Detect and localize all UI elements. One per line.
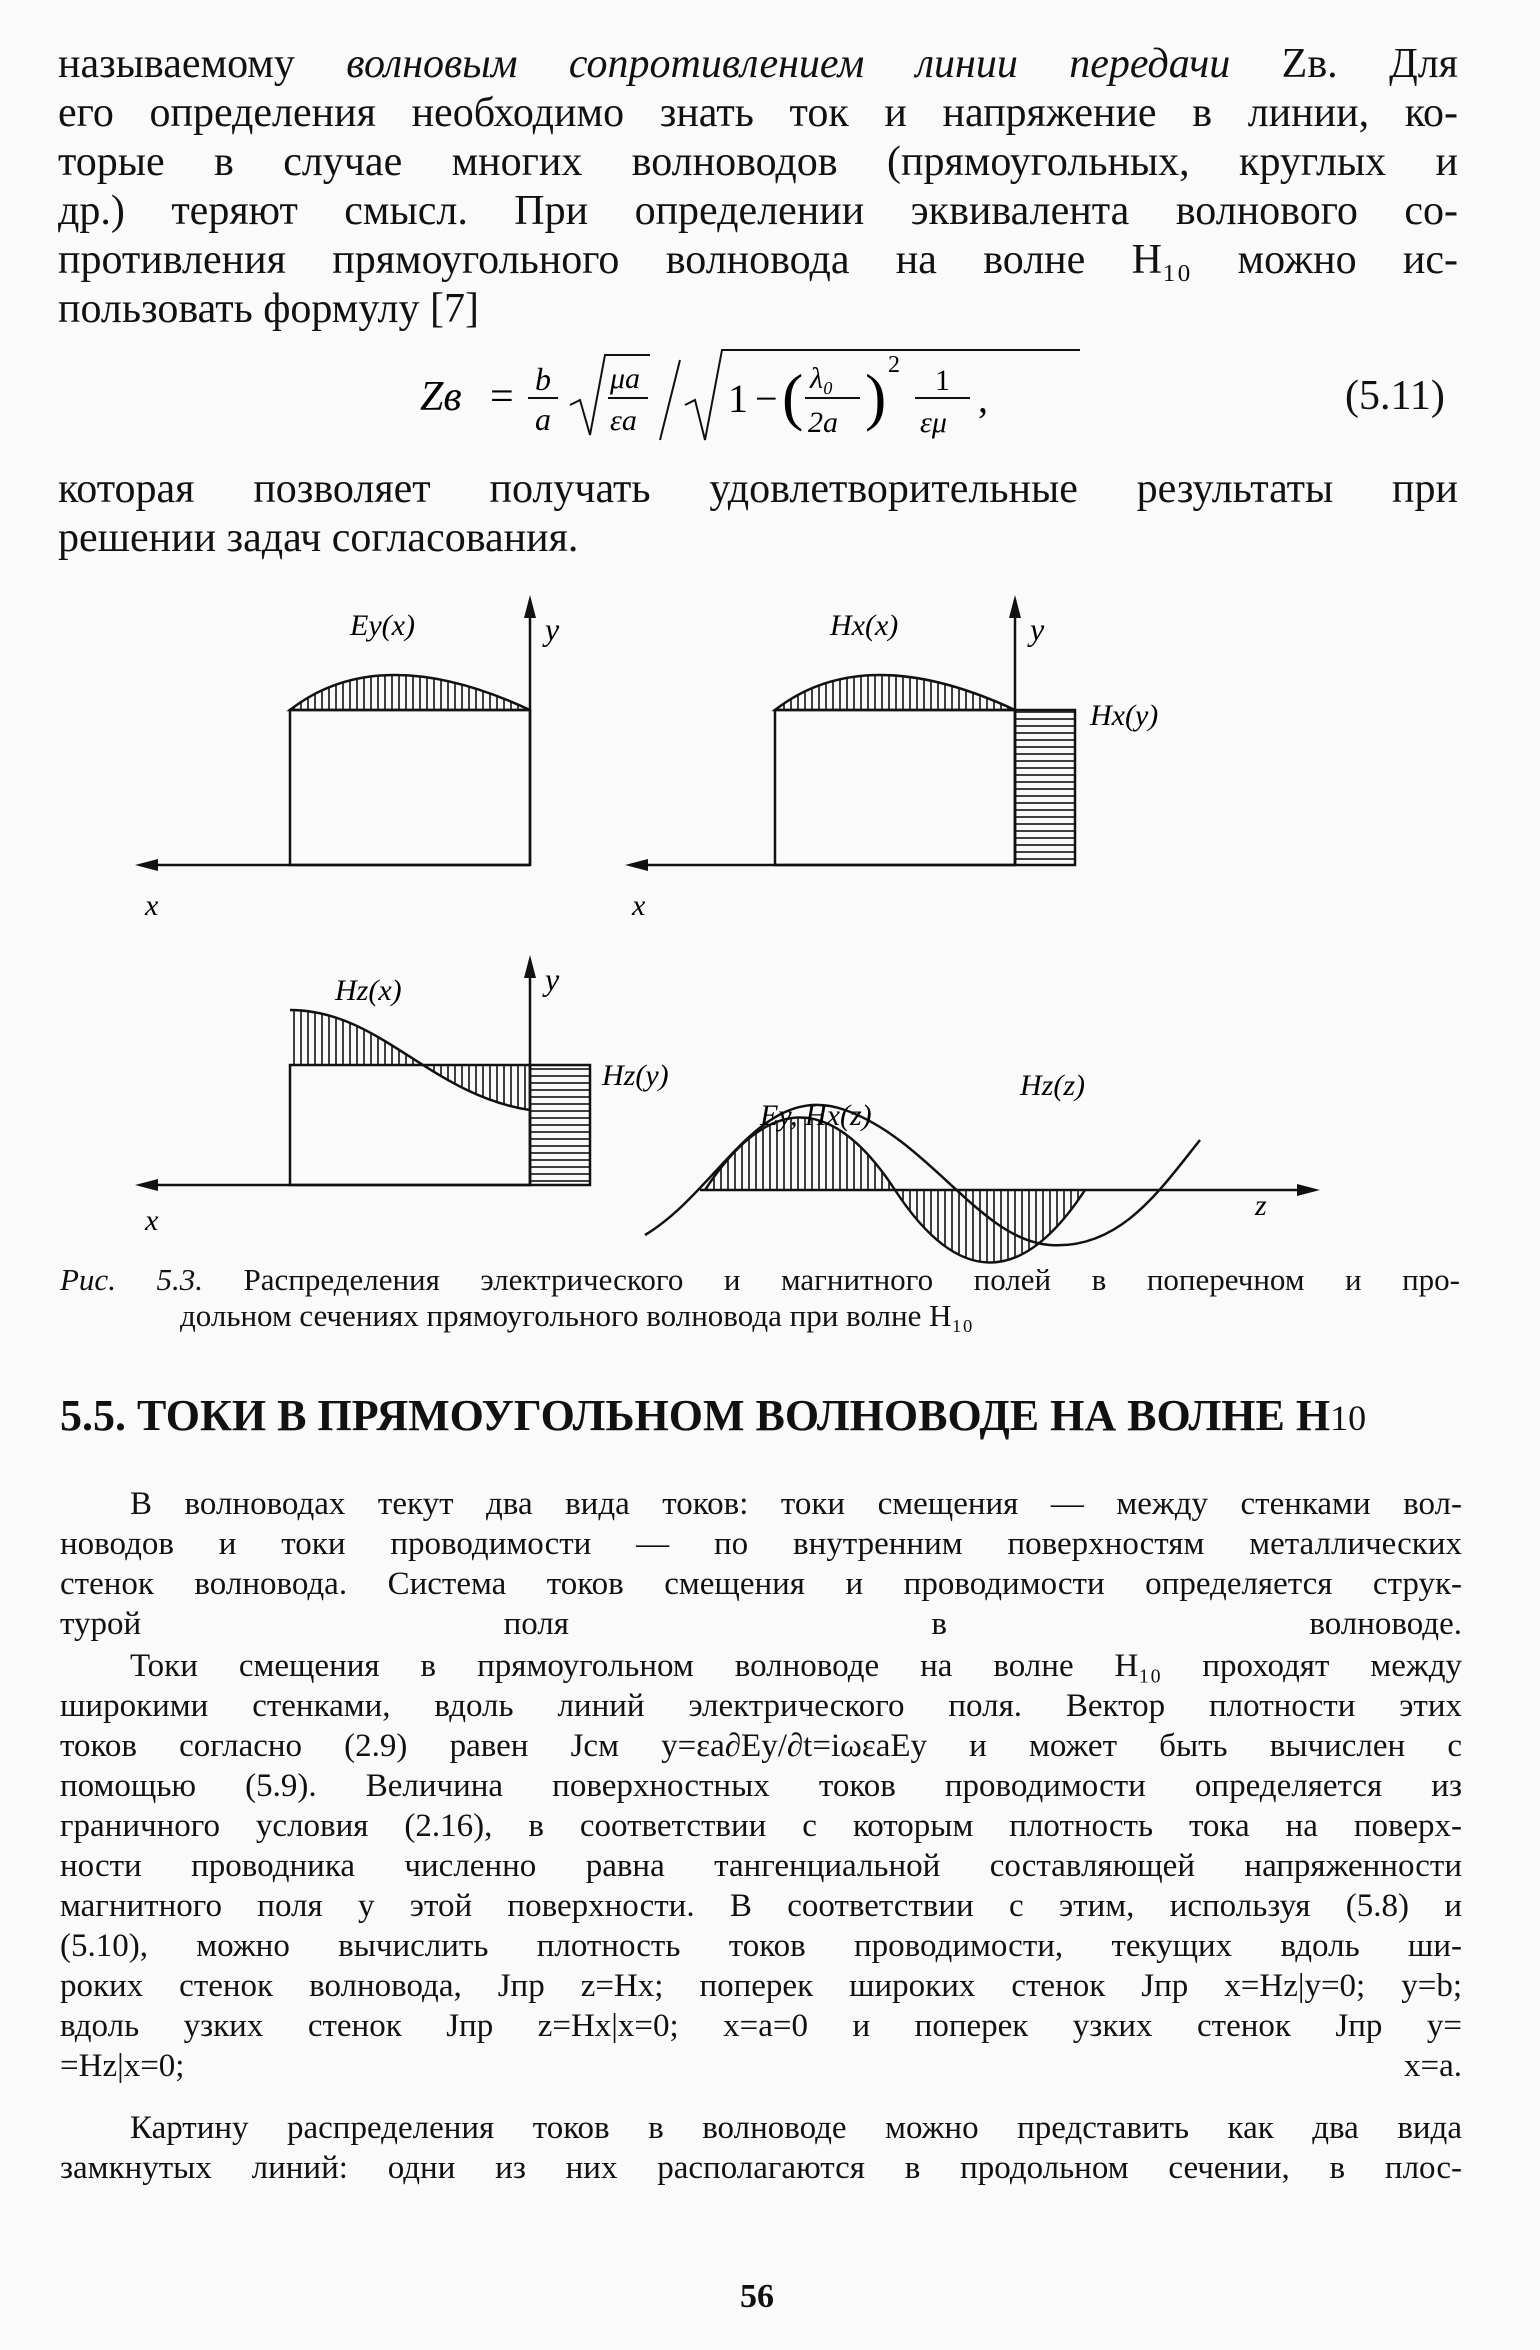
label-hx-x: Hx(x) [830, 609, 899, 642]
label-y-3: y [545, 961, 560, 997]
figure-5-3 [145, 590, 1340, 1250]
p1-line-4: турой поля в волноводе. [60, 1606, 1462, 1642]
p2-line-9: роких стенок волновода, Jпр z=Hx; поперек широких стенок Jпр x=Hz|y=0; y=b; [60, 1968, 1462, 2004]
p2-line-6: ности проводника численно равна тангенциальной составляющей напряженности [60, 1848, 1462, 1884]
p2-line-1: Токи смещения в прямоугольном волноводе на волне H₁₀ проходят между [130, 1648, 1462, 1684]
label-hz-z: Hz(z) [1020, 1069, 1085, 1102]
section-heading: 5.5. ТОКИ В ПРЯМОУГОЛЬНОМ ВОЛНОВОДЕ НА ВОЛНЕ H10 [60, 1391, 1367, 1440]
p2-line-10: вдоль узких стенок Jпр z=Hx|x=0; x=a=0 и поперек узких стенок Jпр y= [60, 2008, 1462, 2044]
after-formula-paragraph [58, 465, 1458, 563]
waveguide-cross-section-1 [290, 710, 530, 865]
formula-5-11 [410, 340, 1100, 450]
intro-paragraph [58, 40, 1458, 334]
formula-lparen: ( [782, 361, 804, 432]
body-paragraph-3 [60, 2108, 1462, 2188]
panel-hx [625, 595, 1158, 922]
p2-line-5: граничного условия (2.16), в соответствии с которым плотность тока на поверх- [60, 1808, 1462, 1844]
intro-line-6: пользовать формулу [7] [58, 286, 479, 332]
formula-minus: − [755, 376, 778, 421]
formula-number: (5.11) [1345, 373, 1445, 419]
p3-line-2: замкнутых линий: одни из них располагаются в продольном сечении, в плос- [60, 2150, 1462, 2186]
label-ey-hx-z: Ey, Hx(z) [760, 1099, 872, 1132]
figure-caption [60, 1262, 1460, 1334]
intro-line-5: противления прямоугольного волновода на волне H₁₀ можно ис- [58, 237, 1458, 283]
p1-line-2: новодов и токи проводимости — по внутренним поверхностям металлических [60, 1526, 1462, 1562]
label-y-1: y [545, 611, 560, 647]
label-ey-x: Ey(x) [350, 609, 415, 642]
label-hz-x: Hz(x) [335, 974, 402, 1007]
intro-line-1: называемому волновым сопротивлением линии передачи Zв. Для [58, 41, 1458, 87]
formula-lhs: Zв [420, 374, 462, 420]
formula-square: 2 [888, 352, 900, 378]
body-paragraph-2 [60, 1646, 1462, 2086]
formula-eps: εa [610, 404, 637, 437]
label-x-2: x [632, 889, 646, 922]
p2-line-8: (5.10), можно вычислить плотность токов проводимости, текущих вдоль ши- [60, 1928, 1462, 1964]
formula-num1: 1 [935, 364, 950, 397]
p2-line-4: помощью (5.9). Величина поверхностных токов проводимости определяется из [60, 1768, 1462, 1804]
p2-line-3: токов согласно (2.9) равен Jсм y=εa∂Ey/∂t=iωεaEy и может быть вычислен с [60, 1728, 1462, 1764]
caption-line-1: Рис. 5.3. Распределения электрического и магнитного полей в поперечном и про- [60, 1262, 1460, 1297]
caption-line-2: дольном сечениях прямоугольного волновода при волне H₁₀ [180, 1298, 974, 1333]
label-x-1: x [145, 889, 159, 922]
hx-y-fill [1015, 710, 1075, 865]
formula-comma: , [978, 376, 988, 421]
hz-x-fill [290, 1010, 530, 1110]
p2-line-2: широкими стенками, вдоль линий электрического поля. Вектор плотности этих [60, 1688, 1462, 1724]
formula-mu: μa [610, 362, 641, 395]
p3-line-1: Картину распределения токов в волноводе можно представить как два вида [130, 2110, 1462, 2146]
p1-line-3: стенок волновода. Система токов смещения и проводимости определяется струк- [60, 1566, 1462, 1602]
intro-line-2: его определения необходимо знать ток и напряжение в линии, ко- [58, 90, 1458, 136]
label-z: z [1255, 1189, 1267, 1222]
formula-one: 1 [728, 376, 748, 421]
formula-2a: 2a [808, 406, 838, 439]
label-hz-y: Hz(y) [602, 1059, 669, 1092]
label-y-2: y [1030, 611, 1045, 647]
p2-line-11: =Hz|x=0; x=a. [60, 2048, 1462, 2084]
ey-x-sine-fill [290, 675, 530, 710]
body-paragraph-1 [60, 1484, 1462, 1644]
p2-line-7: магнитного поля у этой поверхности. В соответствии с этим, используя (5.8) и [60, 1888, 1462, 1924]
p1-line-1: В волноводах текут два вида токов: токи смещения — между стенками вол- [130, 1486, 1462, 1522]
after-line-2: решении задач согласования. [58, 515, 579, 561]
waveguide-cross-section-2 [775, 710, 1015, 865]
formula-emu: εμ [920, 406, 947, 439]
label-x-3: x [145, 1204, 159, 1237]
after-line-1: которая позволяет получать удовлетворительные результаты при [58, 466, 1458, 512]
intro-line-3: торые в случае многих волноводов (прямоугольных, круглых и [58, 139, 1458, 185]
formula-b: b [535, 361, 551, 397]
formula-a: a [535, 401, 551, 437]
formula-lambda: λ₀ [810, 362, 834, 395]
hz-y-fill [530, 1065, 590, 1185]
hx-x-sine-fill [775, 675, 1015, 710]
formula-eq: = [490, 374, 514, 420]
formula-rparen: ) [865, 361, 887, 432]
panel-ey-x [135, 595, 560, 922]
label-hx-y: Hx(y) [1090, 699, 1159, 732]
page-number: 56 [740, 2278, 774, 2315]
panel-hz [135, 955, 669, 1237]
panel-longitudinal [645, 1069, 1320, 1263]
intro-line-4: др.) теряют смысл. При определении эквивалента волнового со- [58, 188, 1458, 234]
